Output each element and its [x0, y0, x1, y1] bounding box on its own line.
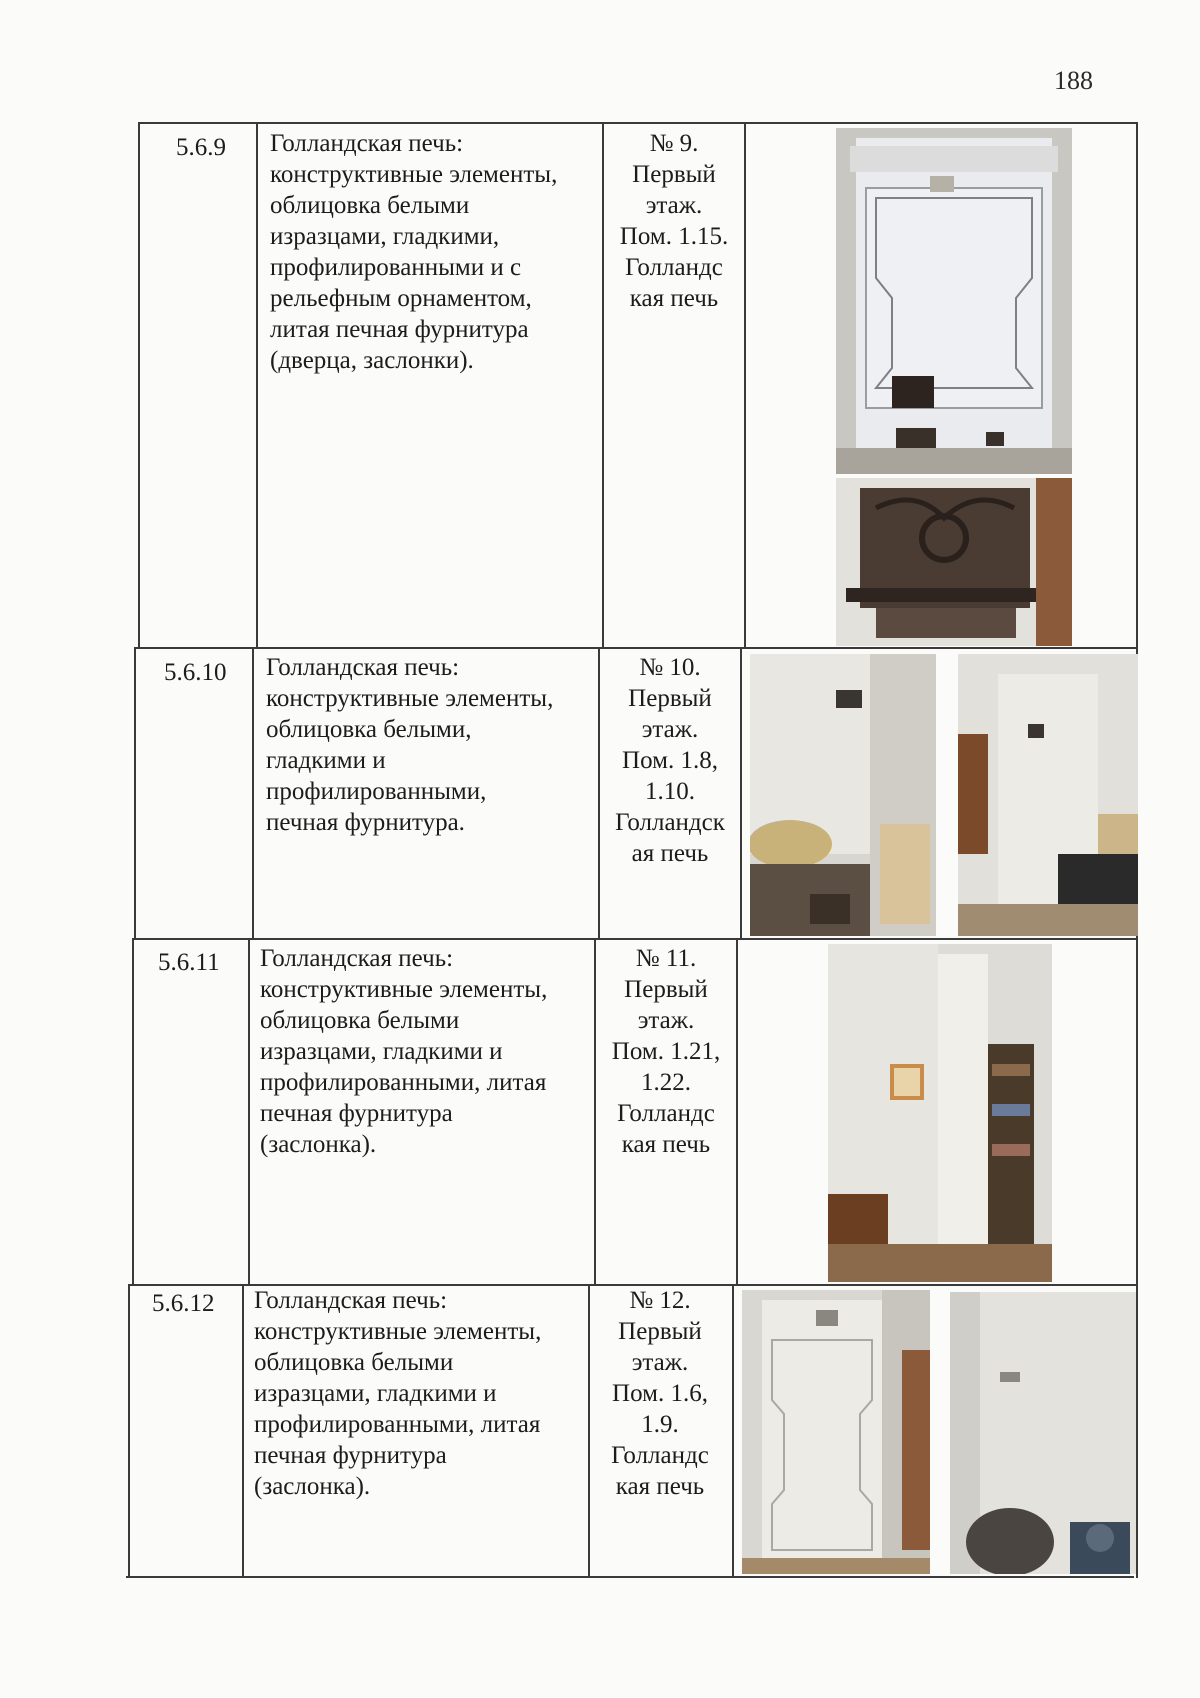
row-description: Голландская печь: конструктивные элементы, облицовка белыми изразцами, гладкими и профилированными, литая печная фурнитура (заслонка). — [254, 1287, 542, 1500]
row-number: 5.6.9 — [176, 134, 226, 161]
row-location: № 12. Первый этаж. Пом. 1.6, 1.9. Голландс кая печь — [611, 1287, 709, 1500]
table-rule — [252, 647, 254, 939]
stove-photo — [950, 1292, 1136, 1574]
table-rule — [126, 1576, 1134, 1578]
table-rule — [132, 938, 134, 1285]
row-description: Голландская печь: конструктивные элементы, облицовка белыми, гладкими и профилированными, печная фурнитура. — [266, 654, 554, 836]
stove-photo — [828, 944, 1052, 1282]
table-rule — [248, 938, 250, 1285]
row-location: № 9. Первый этаж. Пом. 1.15. Голландс кая печь — [619, 130, 729, 312]
table-rule — [736, 938, 738, 1285]
table-rule — [128, 1284, 130, 1578]
row-description: Голландская печь: конструктивные элементы, облицовка белыми изразцами, гладкими, профилированными и с рельефным орнаментом, литая печная фурнитура (дверца, заслонки). — [270, 130, 558, 374]
stove-photo — [750, 654, 936, 936]
table-rule — [138, 122, 1138, 124]
table-rule — [138, 122, 140, 648]
table-rule — [256, 122, 258, 648]
stove-photo — [742, 1290, 930, 1574]
row-number: 5.6.11 — [158, 949, 220, 976]
table-rule — [732, 1284, 734, 1578]
table-rule — [744, 122, 746, 648]
table-rule — [132, 938, 1138, 940]
stove-photo — [958, 654, 1138, 936]
row-number: 5.6.10 — [164, 659, 227, 686]
stove-door-photo — [836, 478, 1072, 646]
page-number: 188 — [1054, 66, 1093, 95]
table-rule — [242, 1284, 244, 1578]
table-rule — [134, 647, 136, 939]
row-location: № 10. Первый этаж. Пом. 1.8, 1.10. Голландск ая печь — [615, 654, 725, 867]
row-number: 5.6.12 — [152, 1290, 215, 1317]
table-rule — [740, 647, 742, 939]
row-description: Голландская печь: конструктивные элементы, облицовка белыми изразцами, гладкими и профилированными, литая печная фурнитура (заслонка). — [260, 945, 548, 1158]
table-rule — [134, 647, 1138, 649]
stove-photo — [836, 128, 1072, 474]
row-location: № 11. Первый этаж. Пом. 1.21, 1.22. Голландс кая печь — [611, 945, 721, 1158]
